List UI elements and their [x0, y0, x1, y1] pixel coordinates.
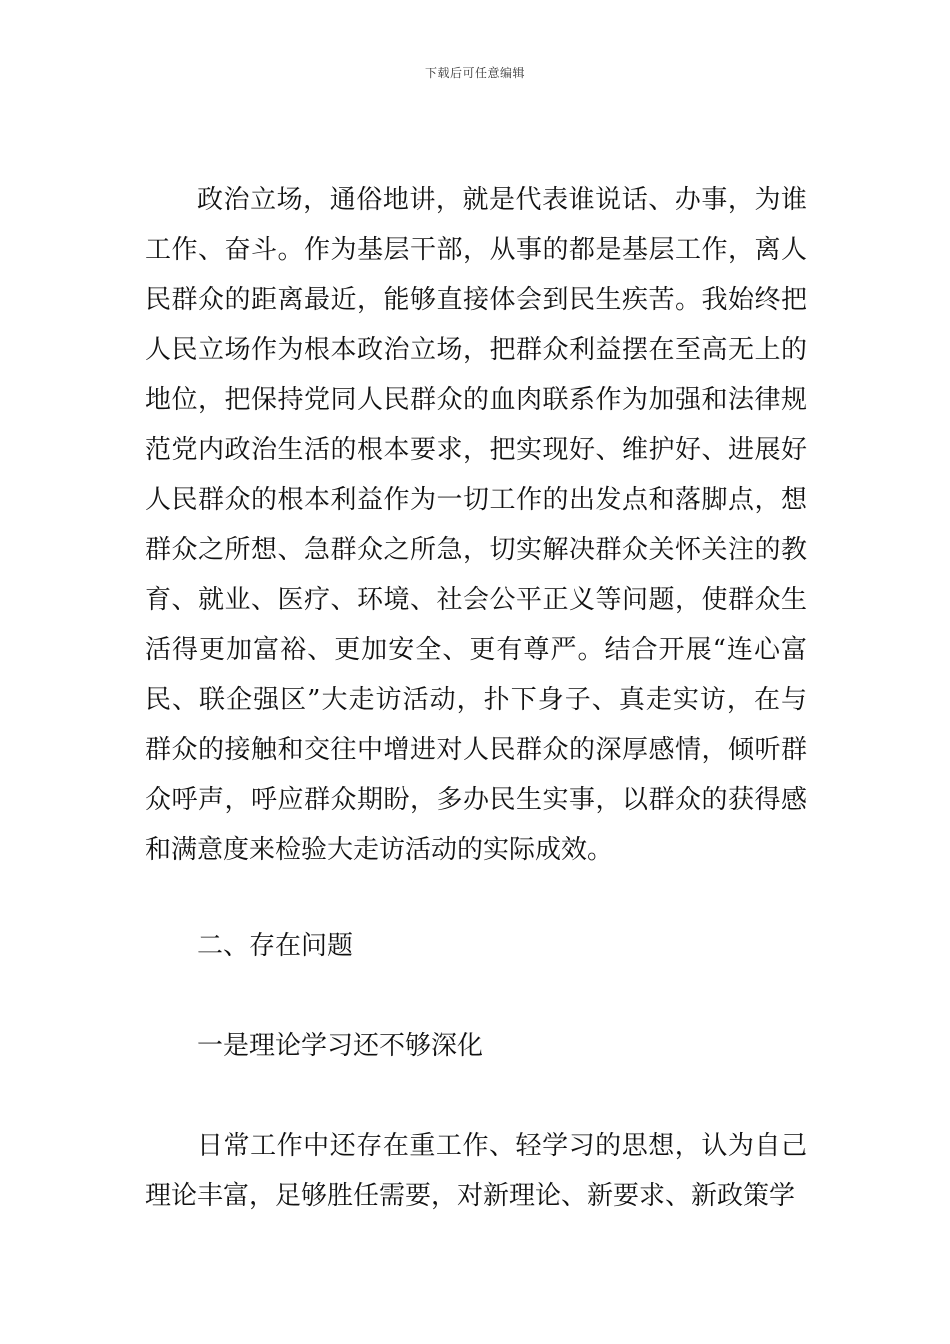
sub-heading: 一是理论学习还不够深化	[197, 1031, 484, 1061]
section-heading: 二、存在问题	[197, 931, 354, 961]
body-paragraph-political-stance: 政治立场，通俗地讲，就是代表谁说话、办事，为谁工作、奋斗。作为基层干部，从事的都是基层工作，离人民群众的距离最近，能够直接体会到民生疾苦。我始终把人民立场作为根本政治立场，把群众利益摆在至高无上的地位，把保持党同人民群众的血肉联系作为加强和法律规范党内政治生活的根本要求，把实现好、维护好、进展好人民群众的根本利益作为一切工作的出发点和落脚点，想群众之所想、急群众之所急，切实解决群众关怀关注的教育、就业、医疗、环境、社会公平正义等问题，使群众生活得更加富裕、更加安全、更有尊严。结合开展“连心富民、联企强区”大走访活动，扑下身子、真走实访，在与群众的接触和交往中增进对人民群众的深厚感情，倾听群众呼声，呼应群众期盼，多办民生实事，以群众的获得感和满意度来检验大走访活动的实际成效。	[145, 185, 807, 865]
page-header-note: 下载后可任意编辑	[424, 66, 525, 80]
body-paragraph-theory-study: 日常工作中还存在重工作、轻学习的思想，认为自己理论丰富，足够胜任需要，对新理论、新要求、新政策学	[145, 1131, 807, 1211]
